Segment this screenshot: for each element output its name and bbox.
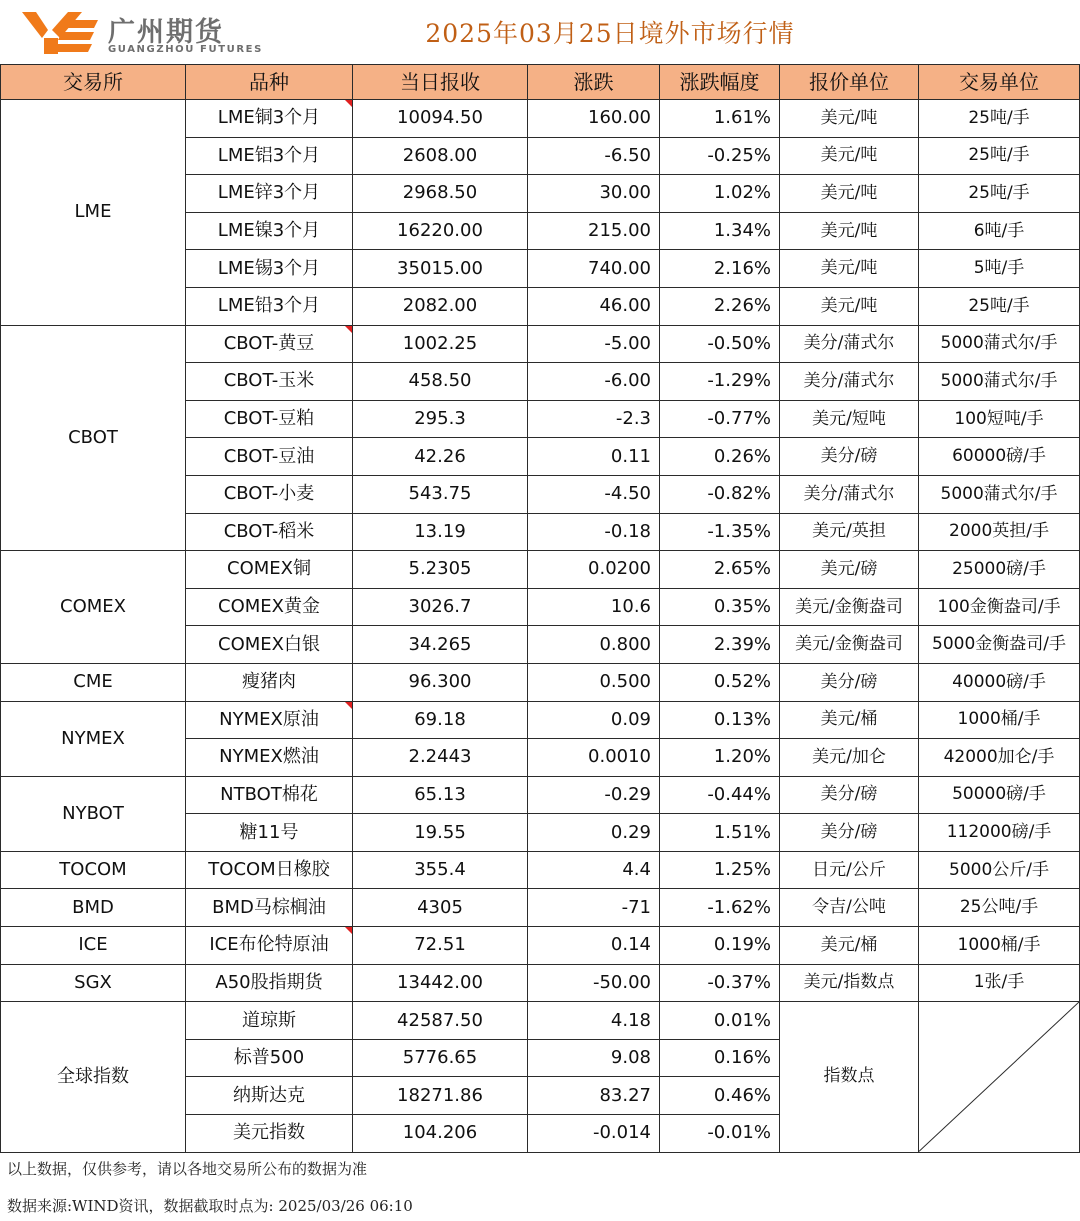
table-row bbox=[1, 100, 1080, 138]
quote-unit: 令吉/公吨 bbox=[780, 889, 919, 927]
trade-unit: 100短吨/手 bbox=[919, 400, 1080, 438]
product-name: CBOT-小麦 bbox=[186, 475, 353, 513]
change-pct: 0.46% bbox=[660, 1077, 780, 1115]
market-table bbox=[0, 64, 1080, 1153]
change-pct: 0.13% bbox=[660, 701, 780, 739]
price-change: -0.29 bbox=[528, 776, 660, 814]
exchange-cell: NYMEX bbox=[1, 701, 186, 776]
report-header bbox=[0, 0, 1080, 64]
change-pct: -0.77% bbox=[660, 400, 780, 438]
quote-unit: 美分/磅 bbox=[780, 438, 919, 476]
change-pct: -1.35% bbox=[660, 513, 780, 551]
table-row bbox=[1, 889, 1080, 927]
change-pct: 0.35% bbox=[660, 588, 780, 626]
close-price: 3026.7 bbox=[353, 588, 528, 626]
close-price: 72.51 bbox=[353, 927, 528, 965]
trade-unit: 25吨/手 bbox=[919, 287, 1080, 325]
close-price: 65.13 bbox=[353, 776, 528, 814]
close-price: 19.55 bbox=[353, 814, 528, 852]
trade-unit: 42000加仑/手 bbox=[919, 739, 1080, 777]
quote-unit: 美元/吨 bbox=[780, 212, 919, 250]
quote-unit: 美元/磅 bbox=[780, 551, 919, 589]
change-pct: -0.25% bbox=[660, 137, 780, 175]
header-product: 品种 bbox=[186, 65, 353, 100]
exchange-cell: CME bbox=[1, 663, 186, 701]
change-pct: 1.61% bbox=[660, 100, 780, 138]
price-change: 46.00 bbox=[528, 287, 660, 325]
product-name: 糖11号 bbox=[186, 814, 353, 852]
trade-unit: 1000桶/手 bbox=[919, 701, 1080, 739]
trade-unit: 112000磅/手 bbox=[919, 814, 1080, 852]
quote-unit: 美元/金衡盎司 bbox=[780, 588, 919, 626]
price-change: 0.29 bbox=[528, 814, 660, 852]
close-price: 355.4 bbox=[353, 851, 528, 889]
price-change: 83.27 bbox=[528, 1077, 660, 1115]
close-price: 543.75 bbox=[353, 475, 528, 513]
product-name: LME铜3个月 bbox=[186, 100, 353, 138]
exchange-cell: COMEX bbox=[1, 551, 186, 664]
product-name: LME锡3个月 bbox=[186, 250, 353, 288]
product-name: NTBOT棉花 bbox=[186, 776, 353, 814]
price-change: 160.00 bbox=[528, 100, 660, 138]
change-pct: 1.34% bbox=[660, 212, 780, 250]
table-row bbox=[1, 551, 1080, 589]
price-change: 0.14 bbox=[528, 927, 660, 965]
logo-chinese-name: 广州期货 bbox=[108, 17, 224, 48]
header-change: 涨跌 bbox=[528, 65, 660, 100]
trade-unit: 5000蒲式尔/手 bbox=[919, 363, 1080, 401]
price-change: 740.00 bbox=[528, 250, 660, 288]
quote-unit: 美元/桶 bbox=[780, 701, 919, 739]
product-name: A50股指期货 bbox=[186, 964, 353, 1002]
product-name: ICE布伦特原油 bbox=[186, 927, 353, 965]
quote-unit: 日元/公斤 bbox=[780, 851, 919, 889]
product-name: 道琼斯 bbox=[186, 1002, 353, 1040]
trade-unit: 25吨/手 bbox=[919, 175, 1080, 213]
price-change: -0.014 bbox=[528, 1115, 660, 1153]
product-name: 瘦猪肉 bbox=[186, 663, 353, 701]
exchange-cell: ICE bbox=[1, 927, 186, 965]
price-change: 0.0200 bbox=[528, 551, 660, 589]
close-price: 18271.86 bbox=[353, 1077, 528, 1115]
quote-unit: 美元/吨 bbox=[780, 137, 919, 175]
exchange-cell: LME bbox=[1, 100, 186, 326]
quote-unit: 美分/磅 bbox=[780, 663, 919, 701]
change-pct: -0.82% bbox=[660, 475, 780, 513]
product-name: NYMEX原油 bbox=[186, 701, 353, 739]
trade-unit: 5000蒲式尔/手 bbox=[919, 325, 1080, 363]
product-name: CBOT-稻米 bbox=[186, 513, 353, 551]
close-price: 69.18 bbox=[353, 701, 528, 739]
close-price: 4305 bbox=[353, 889, 528, 927]
change-pct: -0.37% bbox=[660, 964, 780, 1002]
price-change: 30.00 bbox=[528, 175, 660, 213]
price-change: -71 bbox=[528, 889, 660, 927]
change-pct: 1.51% bbox=[660, 814, 780, 852]
company-logo bbox=[22, 8, 263, 58]
close-price: 2968.50 bbox=[353, 175, 528, 213]
product-name: TOCOM日橡胶 bbox=[186, 851, 353, 889]
quote-unit: 美元/吨 bbox=[780, 100, 919, 138]
product-name: COMEX白银 bbox=[186, 626, 353, 664]
trade-unit: 2000英担/手 bbox=[919, 513, 1080, 551]
product-name: COMEX铜 bbox=[186, 551, 353, 589]
change-pct: 1.25% bbox=[660, 851, 780, 889]
product-name: CBOT-黄豆 bbox=[186, 325, 353, 363]
trade-unit: 5吨/手 bbox=[919, 250, 1080, 288]
close-price: 295.3 bbox=[353, 400, 528, 438]
close-price: 1002.25 bbox=[353, 325, 528, 363]
change-pct: 0.26% bbox=[660, 438, 780, 476]
trade-unit: 6吨/手 bbox=[919, 212, 1080, 250]
trade-unit: 40000磅/手 bbox=[919, 663, 1080, 701]
change-pct: -0.50% bbox=[660, 325, 780, 363]
product-name: 美元指数 bbox=[186, 1115, 353, 1153]
price-change: -2.3 bbox=[528, 400, 660, 438]
change-pct: 0.16% bbox=[660, 1039, 780, 1077]
header-pct: 涨跌幅度 bbox=[660, 65, 780, 100]
page-title: 2025年03月25日境外市场行情 bbox=[425, 19, 795, 48]
price-change: 0.500 bbox=[528, 663, 660, 701]
trade-unit: 25吨/手 bbox=[919, 137, 1080, 175]
change-pct: 2.65% bbox=[660, 551, 780, 589]
change-pct: -0.44% bbox=[660, 776, 780, 814]
trade-unit: 25吨/手 bbox=[919, 100, 1080, 138]
product-name: CBOT-豆油 bbox=[186, 438, 353, 476]
price-change: 0.09 bbox=[528, 701, 660, 739]
quote-unit: 美元/桶 bbox=[780, 927, 919, 965]
quote-unit: 美元/加仑 bbox=[780, 739, 919, 777]
quote-unit: 美元/金衡盎司 bbox=[780, 626, 919, 664]
trade-unit: 25公吨/手 bbox=[919, 889, 1080, 927]
price-change: -5.00 bbox=[528, 325, 660, 363]
quote-unit: 美元/吨 bbox=[780, 250, 919, 288]
change-pct: 2.16% bbox=[660, 250, 780, 288]
table-row bbox=[1, 927, 1080, 965]
close-price: 42.26 bbox=[353, 438, 528, 476]
gzf-logo-icon bbox=[22, 8, 102, 56]
header-quote-unit: 报价单位 bbox=[780, 65, 919, 100]
price-change: -0.18 bbox=[528, 513, 660, 551]
table-row bbox=[1, 701, 1080, 739]
close-price: 10094.50 bbox=[353, 100, 528, 138]
table-row bbox=[1, 964, 1080, 1002]
header-exchange: 交易所 bbox=[1, 65, 186, 100]
product-name: CBOT-玉米 bbox=[186, 363, 353, 401]
quote-unit: 美元/吨 bbox=[780, 287, 919, 325]
trade-unit: 1000桶/手 bbox=[919, 927, 1080, 965]
price-change: 0.11 bbox=[528, 438, 660, 476]
table-row bbox=[1, 663, 1080, 701]
price-change: 4.4 bbox=[528, 851, 660, 889]
exchange-cell: 全球指数 bbox=[1, 1002, 186, 1152]
quote-unit: 美分/磅 bbox=[780, 814, 919, 852]
price-change: -4.50 bbox=[528, 475, 660, 513]
close-price: 2082.00 bbox=[353, 287, 528, 325]
header-trade-unit: 交易单位 bbox=[919, 65, 1080, 100]
close-price: 5776.65 bbox=[353, 1039, 528, 1077]
close-price: 104.206 bbox=[353, 1115, 528, 1153]
quote-unit: 美元/吨 bbox=[780, 175, 919, 213]
close-price: 13.19 bbox=[353, 513, 528, 551]
price-change: -6.00 bbox=[528, 363, 660, 401]
table-header-row bbox=[1, 65, 1080, 100]
price-change: 215.00 bbox=[528, 212, 660, 250]
close-price: 34.265 bbox=[353, 626, 528, 664]
quote-unit: 美分/蒲式尔 bbox=[780, 475, 919, 513]
change-pct: 2.26% bbox=[660, 287, 780, 325]
change-pct: 0.19% bbox=[660, 927, 780, 965]
trade-unit: 5000公斤/手 bbox=[919, 851, 1080, 889]
quote-unit: 美元/英担 bbox=[780, 513, 919, 551]
disclaimer-note: 以上数据，仅供参考，请以各地交易所公布的数据为准 bbox=[7, 1160, 368, 1178]
quote-unit: 美元/指数点 bbox=[780, 964, 919, 1002]
quote-unit: 美分/磅 bbox=[780, 776, 919, 814]
price-change: 0.800 bbox=[528, 626, 660, 664]
product-name: 标普500 bbox=[186, 1039, 353, 1077]
product-name: NYMEX燃油 bbox=[186, 739, 353, 777]
trade-unit: 60000磅/手 bbox=[919, 438, 1080, 476]
product-name: COMEX黄金 bbox=[186, 588, 353, 626]
close-price: 2608.00 bbox=[353, 137, 528, 175]
product-name: LME镍3个月 bbox=[186, 212, 353, 250]
exchange-cell: SGX bbox=[1, 964, 186, 1002]
exchange-cell: NYBOT bbox=[1, 776, 186, 851]
price-change: 4.18 bbox=[528, 1002, 660, 1040]
data-source: 数据来源:WIND资讯，数据截取时点为: 2025/03/26 06:10 bbox=[7, 1197, 413, 1215]
close-price: 458.50 bbox=[353, 363, 528, 401]
product-name: BMD马棕榈油 bbox=[186, 889, 353, 927]
close-price: 35015.00 bbox=[353, 250, 528, 288]
trade-unit: 50000磅/手 bbox=[919, 776, 1080, 814]
change-pct: 0.52% bbox=[660, 663, 780, 701]
quote-unit: 美元/短吨 bbox=[780, 400, 919, 438]
header-close: 当日报收 bbox=[353, 65, 528, 100]
trade-unit: 1张/手 bbox=[919, 964, 1080, 1002]
trade-unit: 5000蒲式尔/手 bbox=[919, 475, 1080, 513]
trade-unit: 5000金衡盎司/手 bbox=[919, 626, 1080, 664]
table-row bbox=[1, 776, 1080, 814]
price-change: 10.6 bbox=[528, 588, 660, 626]
close-price: 16220.00 bbox=[353, 212, 528, 250]
exchange-cell: BMD bbox=[1, 889, 186, 927]
product-name: LME铝3个月 bbox=[186, 137, 353, 175]
close-price: 5.2305 bbox=[353, 551, 528, 589]
report-footer bbox=[0, 1150, 1080, 1221]
change-pct: 1.20% bbox=[660, 739, 780, 777]
price-change: 0.0010 bbox=[528, 739, 660, 777]
close-price: 13442.00 bbox=[353, 964, 528, 1002]
change-pct: -0.01% bbox=[660, 1115, 780, 1153]
product-name: 纳斯达克 bbox=[186, 1077, 353, 1115]
exchange-cell: TOCOM bbox=[1, 851, 186, 889]
close-price: 42587.50 bbox=[353, 1002, 528, 1040]
change-pct: 1.02% bbox=[660, 175, 780, 213]
product-name: CBOT-豆粕 bbox=[186, 400, 353, 438]
exchange-cell: CBOT bbox=[1, 325, 186, 551]
close-price: 96.300 bbox=[353, 663, 528, 701]
close-price: 2.2443 bbox=[353, 739, 528, 777]
change-pct: 2.39% bbox=[660, 626, 780, 664]
quote-unit: 美分/蒲式尔 bbox=[780, 363, 919, 401]
price-change: -50.00 bbox=[528, 964, 660, 1002]
product-name: LME锌3个月 bbox=[186, 175, 353, 213]
table-row bbox=[1, 851, 1080, 889]
table-row bbox=[1, 1002, 1080, 1040]
change-pct: -1.29% bbox=[660, 363, 780, 401]
table-body bbox=[1, 100, 1080, 1153]
table-row bbox=[1, 325, 1080, 363]
quote-unit: 指数点 bbox=[780, 1002, 919, 1152]
trade-unit-empty bbox=[919, 1002, 1080, 1152]
trade-unit: 25000磅/手 bbox=[919, 551, 1080, 589]
price-change: 9.08 bbox=[528, 1039, 660, 1077]
change-pct: -1.62% bbox=[660, 889, 780, 927]
quote-unit: 美分/蒲式尔 bbox=[780, 325, 919, 363]
diagonal-slash-icon bbox=[919, 1002, 1079, 1151]
price-change: -6.50 bbox=[528, 137, 660, 175]
change-pct: 0.01% bbox=[660, 1002, 780, 1040]
trade-unit: 100金衡盎司/手 bbox=[919, 588, 1080, 626]
logo-english-name: GUANGZHOU FUTURES bbox=[108, 44, 263, 55]
product-name: LME铅3个月 bbox=[186, 287, 353, 325]
